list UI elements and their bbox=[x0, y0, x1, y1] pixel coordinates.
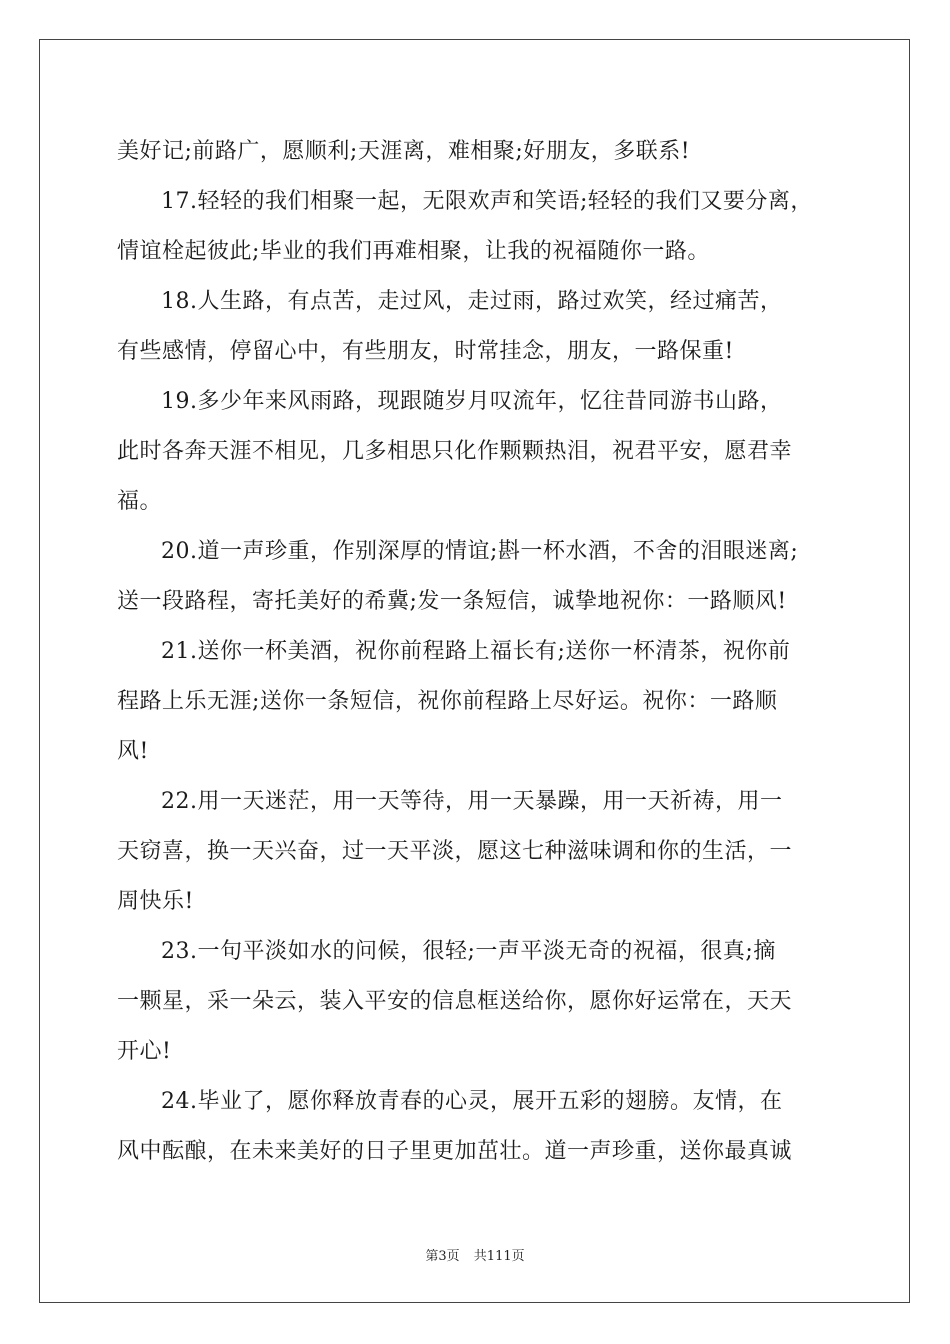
text-line: 24.毕业了，愿你释放青春的心灵，展开五彩的翅膀。友情，在 bbox=[161, 1089, 783, 1114]
text-line: 开心! bbox=[117, 1039, 172, 1064]
text-line: 19.多少年来风雨路，现跟随岁月叹流年，忆往昔同游书山路， bbox=[161, 389, 783, 414]
text-line: 此时各奔天涯不相见，几多相思只化作颗颗热泪，祝君平安，愿君幸 bbox=[117, 439, 793, 464]
document-body bbox=[117, 127, 837, 1177]
page-number: 第3页 bbox=[425, 1249, 460, 1264]
page-total: 共111页 bbox=[473, 1249, 525, 1264]
text-line: 美好记;前路广，愿顺利;天涯离，难相聚;好朋友，多联系! bbox=[117, 139, 691, 164]
text-line: 情谊栓起彼此;毕业的我们再难相聚，让我的祝福随你一路。 bbox=[117, 239, 710, 264]
text-line: 一颗星，采一朵云，装入平安的信息框送给你，愿你好运常在，天天 bbox=[117, 989, 793, 1014]
text-line: 风! bbox=[117, 739, 149, 764]
text-line: 福。 bbox=[117, 489, 163, 514]
text-line: 17.轻轻的我们相聚一起，无限欢声和笑语;轻轻的我们又要分离， bbox=[161, 189, 813, 214]
text-line: 20.道一声珍重，作别深厚的情谊;斟一杯水酒，不舍的泪眼迷离; bbox=[161, 539, 799, 564]
text-line: 天窃喜，换一天兴奋，过一天平淡，愿这七种滋味调和你的生活，一 bbox=[117, 839, 793, 864]
page-footer bbox=[0, 1245, 950, 1264]
text-line: 23.一句平淡如水的问候，很轻;一声平淡无奇的祝福，很真;摘 bbox=[161, 939, 776, 964]
text-line: 有些感情，停留心中，有些朋友，时常挂念，朋友，一路保重! bbox=[117, 339, 734, 364]
text-line: 程路上乐无涯;送你一条短信，祝你前程路上尽好运。祝你：一路顺 bbox=[117, 689, 778, 714]
text-line: 21.送你一杯美酒，祝你前程路上福长有;送你一杯清茶，祝你前 bbox=[161, 639, 791, 664]
text-line: 送一段路程，寄托美好的希冀;发一条短信，诚挚地祝你：一路顺风! bbox=[117, 589, 787, 614]
text-line: 风中酝酿，在未来美好的日子里更加茁壮。道一声珍重，送你最真诚 bbox=[117, 1139, 793, 1164]
text-line: 18.人生路，有点苦，走过风，走过雨，路过欢笑，经过痛苦， bbox=[161, 289, 783, 314]
text-line: 周快乐! bbox=[117, 889, 194, 914]
text-line: 22.用一天迷茫，用一天等待，用一天暴躁，用一天祈祷，用一 bbox=[161, 789, 783, 814]
